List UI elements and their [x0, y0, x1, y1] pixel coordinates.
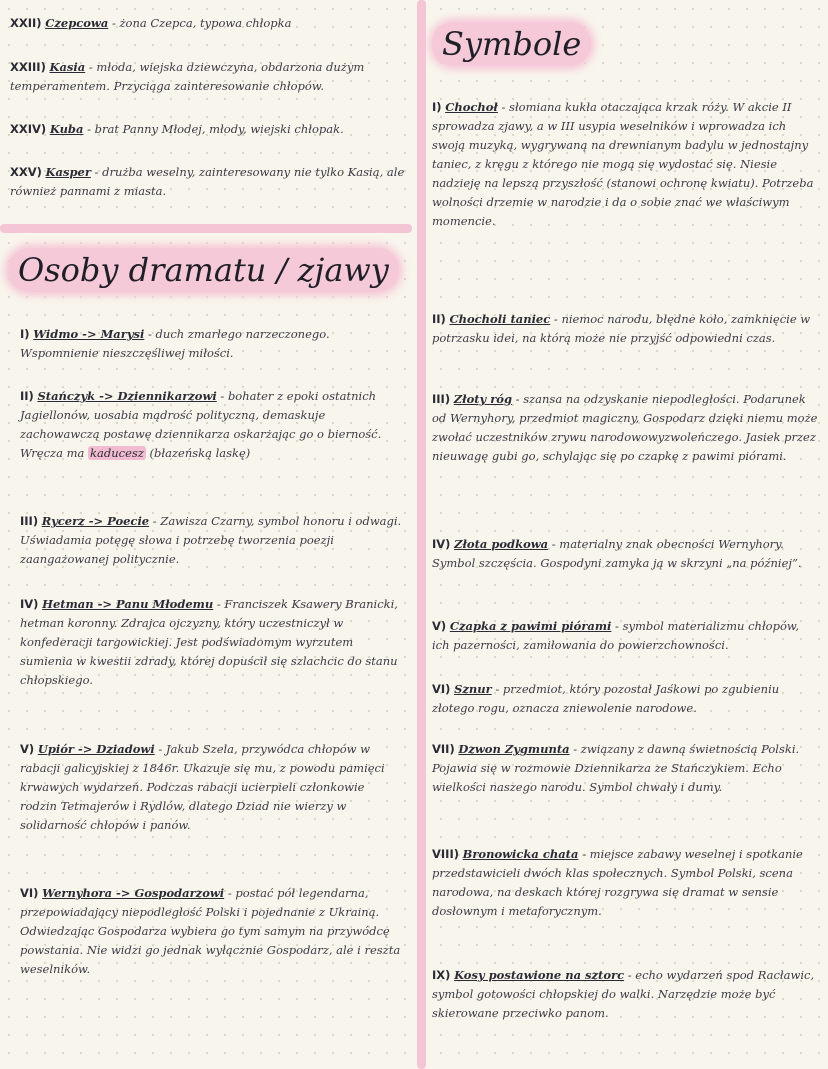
list-item: I) Widmo -> Marysi - duch zmarłego narzeczonego. Wspomnienie nieszczęśliwej miłości.	[20, 327, 330, 360]
list-item: XXII) Czepcowa - żona Czepca, typowa chłopka	[10, 16, 292, 30]
list-item: VII) Dzwon Zygmunta - związany z dawną świetnością Polski. Pojawia się w rozmowie Dziennikarza ze Stańczykiem. Echo wielkości naszego narodu. Symbol chwały i dumy.	[432, 742, 800, 794]
list-item: II) Chocholi taniec - niemoc narodu, błędne koło, zamknięcie w potrzasku idei, na którą może nie przyjść odpowiedni czas.	[432, 312, 811, 345]
highlighted-term: kaducesz	[90, 446, 144, 460]
list-item: VIII) Bronowicka chata - miejsce zabawy weselnej i spotkanie przedstawicieli dwóch klas społecznych. Symbol Polski, scena narodowa, na deskach której rozgrywa się dramat w sensie dosłownym i metaforycznym.	[432, 847, 803, 918]
list-item: IX) Kosy postawione na sztorc - echo wydarzeń spod Racławic, symbol gotowości chłopskiej do walki. Narzędzie może być skierowane przeciwko panom.	[432, 968, 815, 1020]
list-item: III) Złoty róg - szansa na odzyskanie niepodległości. Podarunek od Wernyhory, przedmiot magiczny, Gospodarz dzięki niemu może zwołać uczestników zrywu narodowowyzwoleńczego. Jasiek przez nieuwagę gubi go, schylając się po czapkę z pawimi piórami.	[432, 392, 818, 463]
list-item: XXV) Kasper - drużba weselny, zainteresowany nie tylko Kasią, ale również pannami z miasta.	[10, 165, 405, 198]
list-item: VI) Wernyhora -> Gospodarzowi - postać pół legendarna, przepowiadający niepodległość Polski i pojednanie z Ukrainą. Odwiedzając Gospodarza wybiera go tym samym na przywódcę powstania. Nie widzi go jednak wyłącznie Gospodarz, ale i reszta weselników.	[20, 886, 401, 976]
section-heading-symbols: Symbole	[432, 22, 591, 66]
list-item: XXIV) Kuba - brat Panny Młodej, młody, wiejski chłopak.	[10, 122, 344, 136]
list-item: I) Chochoł - słomiana kukła otaczająca krzak róży. W akcie II sprowadza zjawy, a w III usypia weselników i wprowadza ich swoją muzyką, wygrywaną na drewnianym badylu w jednostajny taniec, z kręgu z którego nie mogą się wydostać się. Niesie nadzieję na lepszą przyszłość (stanowi ochronę kwiatu). Potrzeba wolności drzemie w narodzie i da o sobie znać we właściwym momencie.	[432, 100, 814, 228]
section-divider	[0, 224, 412, 233]
list-item: V) Czapka z pawimi piórami - symbol materializmu chłopów, ich pazerności, zamiłowania do powierzchowności.	[432, 619, 800, 652]
section-heading-persons: Osoby dramatu / zjawy	[8, 248, 399, 292]
list-item: IV) Hetman -> Panu Młodemu - Franciszek Ksawery Branicki, hetman koronny. Zdrajca ojczyzny, który uczestniczył w konfederacji targowickiej. Jest podświadomym wyrzutem sumienia w kwestii zdrady, której dopuścił się szlachcic do stanu chłopskiego.	[20, 597, 398, 687]
list-item: XXIII) Kasia - młoda, wiejska dziewczyna, obdarzona dużym temperamentem. Przyciąga zainteresowanie chłopów.	[10, 60, 365, 93]
list-item: III) Rycerz -> Poecie - Zawisza Czarny, symbol honoru i odwagi. Uświadamia potęgę słowa i potrzebę tworzenia poezji zaangażowanej politycznie.	[20, 514, 402, 566]
list-item: IV) Złota podkowa - materialny znak obecności Wernyhory. Symbol szczęścia. Gospodyni zamyka ją w skrzyni „na później”.	[432, 537, 802, 570]
list-item: II) Stańczyk -> Dziennikarzowi - bohater z epoki ostatnich Jagiellonów, uosabia mądrość polityczną, demaskuje zachowawczą postawę dziennikarza oskarżając go o bierność. Wręcza ma kaducesz (błazeńską laskę)	[20, 389, 382, 460]
list-item: V) Upiór -> Dziadowi - Jakub Szela, przywódca chłopów w rabacji galicyjskiej z 1846r. Ukazuje się mu, z powodu pamięci krwawych wydarzeń. Podczas rabacji ucierpieli członkowie rodzin Tetmajerów i Rydlów, dlatego Dziad nie wierzy w solidarność chłopów i panów.	[20, 742, 385, 832]
column-divider	[417, 0, 426, 1069]
list-item: VI) Sznur - przedmiot, który pozostał Jaśkowi po zgubieniu złotego rogu, oznacza zniewolenie narodowe.	[432, 682, 780, 715]
